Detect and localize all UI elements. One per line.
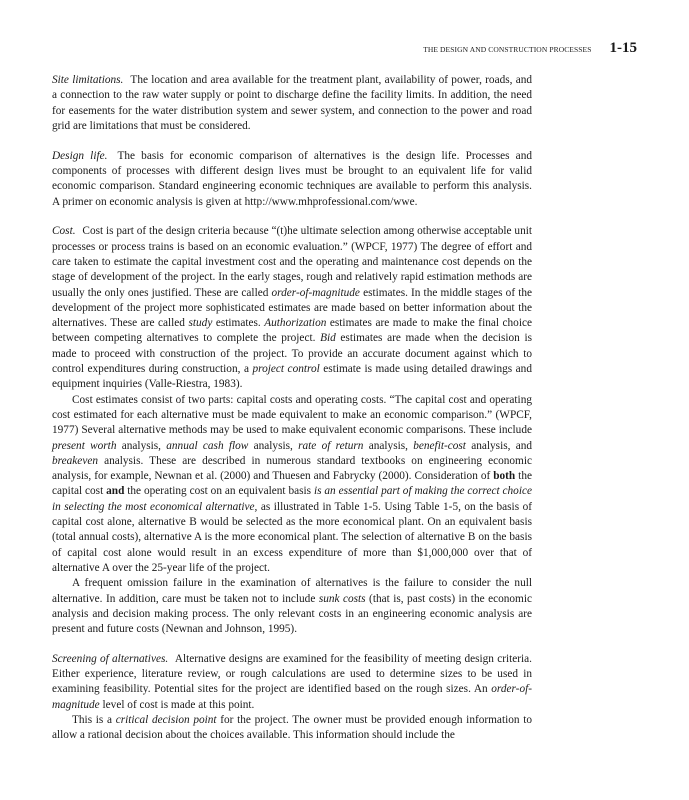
paragraph-site-limitations <box>52 73 532 134</box>
italic-emphasis: is an essential part of making the correct choice in selecting the most economical alternative, <box>52 485 532 513</box>
text-run: analysis, <box>248 439 299 452</box>
text-run: A frequent omission failure in the examination of alternatives is the failure to consider the null alternative. In addition, care must be taken not to include <box>52 577 532 605</box>
italic-term: sunk costs <box>318 592 366 605</box>
run-in-heading: Design life. <box>52 149 108 162</box>
paragraph-text: The basis for economic comparison of alternatives is the design life. Processes and components of processes with different design lives must be brought to an equivalent life for valid economic comparison. Standard engineering economic techniques are available to perform this analysis. A primer on economic analysis is given at http://www.mhprofessional.com/wwe. <box>52 149 532 208</box>
italic-term: critical decision point <box>115 714 217 727</box>
text-run: analysis, <box>363 439 414 452</box>
text-run: Cost is part of the design criteria because “(t)he ultimate selection among otherwise acceptable unit processes or process trains is based on an economic evaluation.” (WPCF, 1977) The degree of effort and care taken to estimate the capital investment cost and the operating and maintenance cost depends on the stage of development of the project. In the early stages, rough and relatively rapid estimation methods are usually the only ones justified. These are called <box>52 225 533 299</box>
bold-term: both <box>493 470 516 483</box>
text-run: analysis. These are described in numerous standard textbooks on engineering economic analysis, for example, Newnan et al. (2000) and Thuesen and Fabrycky (2000). Consideration of <box>52 454 532 483</box>
paragraph-text: The location and area available for the treatment plant, availability of power, roads, and a connection to the raw water supply or point to discharge define the facility limits. In addition, the need for easements for the water distribution system and sewer system, and connection to the power and road grid are limitations that must be considered. <box>52 74 533 132</box>
text-run: for the project. The owner must be provided enough information to allow a rational decision about the choices available. This information should include the <box>52 714 532 742</box>
run-in-heading: Cost. <box>52 225 76 238</box>
italic-term: study <box>188 317 213 330</box>
text-run: estimates are made when the decision is made to proceed with construction of the project. To provide an accurate document against which to control expenditures during construction, a <box>52 332 532 376</box>
italic-term: rate of return <box>298 439 364 452</box>
italic-term: project control <box>252 363 320 376</box>
paragraph-omission <box>52 576 532 637</box>
paragraph-screening <box>52 652 532 713</box>
italic-term: order-of-magnitude <box>271 286 360 299</box>
italic-term: breakeven <box>52 454 98 467</box>
italic-term: benefit-cost <box>413 439 466 452</box>
bold-term: and <box>106 485 125 498</box>
text-run: as illustrated in Table 1-5. Using Table 1-5, on the basis of capital cost alone, alternative B would be selected as the more economical plant. On an equivalent basis (total annual costs), alternative A is the more economical plant. The selection of alternative B on the basis of capital cost alone would result in an excess expenditure of more than $1,000,000 over that of alternative A over the 25-year life of the project. <box>52 500 532 574</box>
text-run: the operating cost on an equivalent basis <box>124 485 314 498</box>
text-run: estimates. In the middle stages of the development of the project more sophisticated estimates are made based on better information about the alternatives. These are called <box>52 286 532 330</box>
text-run: Cost estimates consist of two parts: capital costs and operating costs. “The capital cost and operating cost estimated for each alternative must be made equivalent to make an economic comparison.” (WPCF, 1977) Several alternative methods may be used to make equivalent economic comparisons. These include <box>52 393 532 437</box>
text-run: the capital cost <box>52 470 532 498</box>
text-run: analysis, <box>116 439 167 452</box>
paragraph-cost-estimates <box>52 393 532 577</box>
page-number: 1-15 <box>609 40 637 56</box>
italic-term: Authorization <box>264 317 327 330</box>
body-text <box>52 73 532 744</box>
text-run: Alternative designs are examined for the feasibility of meeting design criteria. Either experience, literature review, or rough calculations are used to determine sizes to be used in examining feasibility. Potential sites for the project are identified based on the rough sizes. An <box>52 652 532 696</box>
italic-term: present worth <box>52 439 117 452</box>
text-run: analysis, and <box>465 439 533 452</box>
text-run: estimate is made using detailed drawings and equipment inquiries (Valle-Riestra, 1983). <box>52 363 532 391</box>
running-title: THE DESIGN AND CONSTRUCTION PROCESSES <box>423 45 592 54</box>
text-run: (that is, past costs) in the economic analysis and decision making process. The only relevant costs in an engineering economic analysis are present and future costs (Newnan and Johnson, 1995). <box>52 592 532 636</box>
italic-term: order-of-magnitude <box>52 683 532 711</box>
italic-term: Bid <box>320 332 336 345</box>
paragraph-critical-decision <box>52 713 532 744</box>
running-header <box>423 40 637 57</box>
text-run: level of cost is made at this point. <box>99 698 255 711</box>
paragraph-cost <box>52 224 532 392</box>
text-run: estimates. <box>212 317 265 330</box>
text-run: estimates are made to make the final choice between competing alternatives to complete the project. <box>52 317 533 345</box>
run-in-heading: Site limitations. <box>52 74 124 86</box>
italic-term: annual cash flow <box>166 439 249 452</box>
text-run: This is a <box>72 714 116 727</box>
run-in-heading: Screening of alternatives. <box>52 652 169 665</box>
paragraph-design-life <box>52 149 532 210</box>
